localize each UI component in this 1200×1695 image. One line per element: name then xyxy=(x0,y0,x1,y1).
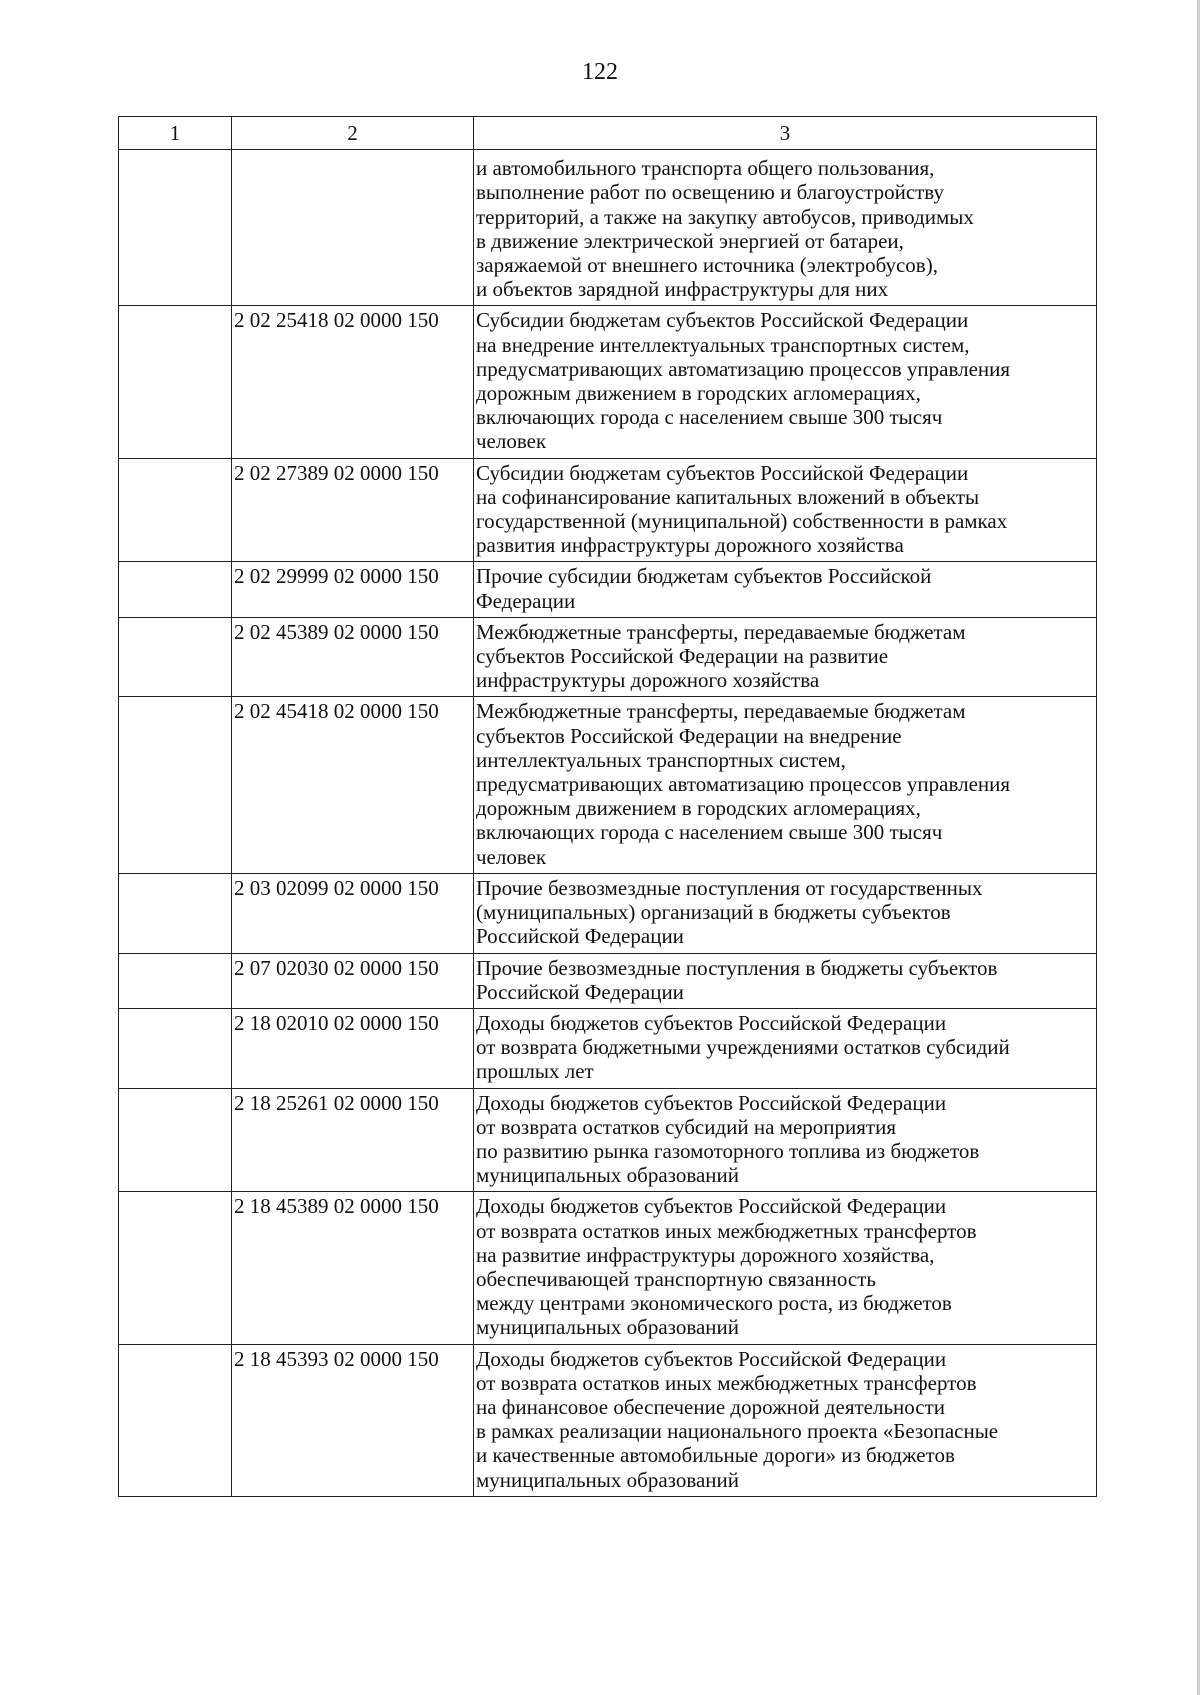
description-line: дорожным движением в городских агломерациях, xyxy=(476,796,921,821)
description-cell xyxy=(474,697,1097,873)
description-cell xyxy=(474,562,1097,617)
description-line: человек xyxy=(476,429,547,454)
budget-classification-table xyxy=(118,116,1097,1497)
description-line: предусматривающих автоматизацию процессов управления xyxy=(476,356,1011,381)
classification-code-cell: 2 18 45393 02 0000 150 xyxy=(232,1344,474,1496)
row-number-cell xyxy=(119,1008,232,1088)
table-row xyxy=(119,953,1097,1008)
row-number-cell xyxy=(119,306,232,458)
description-line: (муниципальных) организаций в бюджеты субъектов xyxy=(476,900,951,925)
description-line: и качественные автомобильные дороги» из бюджетов xyxy=(476,1443,955,1468)
description-line: Межбюджетные трансферты, передаваемые бюджетам xyxy=(476,619,966,644)
description-line: государственной (муниципальной) собственности в рамках xyxy=(476,509,1008,534)
table-row xyxy=(119,562,1097,617)
classification-code-cell: 2 18 45389 02 0000 150 xyxy=(232,1192,474,1344)
row-number-cell xyxy=(119,953,232,1008)
table-row xyxy=(119,617,1097,697)
row-number-cell xyxy=(119,1344,232,1496)
description-line: Межбюджетные трансферты, передаваемые бюджетам xyxy=(476,699,966,724)
description-line: обеспечивающей транспортную связанность xyxy=(476,1266,876,1291)
description-line: выполнение работ по освещению и благоустройству xyxy=(476,180,945,205)
description-line: муниципальных образований xyxy=(476,1163,739,1188)
classification-code-cell: 2 02 27389 02 0000 150 xyxy=(232,458,474,562)
description-line: Российской Федерации xyxy=(476,924,684,949)
classification-code-cell: 2 02 45389 02 0000 150 xyxy=(232,617,474,697)
description-line: Прочие безвозмездные поступления в бюджеты субъектов xyxy=(476,955,998,980)
table-row xyxy=(119,306,1097,458)
row-number-cell xyxy=(119,1088,232,1192)
description-line: развития инфраструктуры дорожного хозяйства xyxy=(476,533,904,558)
description-line: интеллектуальных транспортных систем, xyxy=(476,747,846,772)
description-cell xyxy=(474,306,1097,458)
description-line: на финансовое обеспечение дорожной деятельности xyxy=(476,1394,946,1419)
row-number-cell xyxy=(119,873,232,953)
classification-code-cell: 2 18 02010 02 0000 150 xyxy=(232,1008,474,1088)
classification-code-cell: 2 02 29999 02 0000 150 xyxy=(232,562,474,617)
description-line: человек xyxy=(476,844,547,869)
description-line: Доходы бюджетов субъектов Российской Федерации xyxy=(476,1194,947,1219)
table-row xyxy=(119,150,1097,306)
header-col-3: 3 xyxy=(474,117,1097,150)
description-line: Субсидии бюджетам субъектов Российской Федерации xyxy=(476,308,969,333)
table-row xyxy=(119,1192,1097,1344)
table-row xyxy=(119,1008,1097,1088)
description-line: территорий, а также на закупку автобусов, приводимых xyxy=(476,204,974,229)
description-cell xyxy=(474,873,1097,953)
description-line: по развитию рынка газомоторного топлива из бюджетов xyxy=(476,1138,980,1163)
description-line: на развитие инфраструктуры дорожного хозяйства, xyxy=(476,1242,935,1267)
classification-code-cell: 2 07 02030 02 0000 150 xyxy=(232,953,474,1008)
description-cell xyxy=(474,1088,1097,1192)
row-number-cell xyxy=(119,617,232,697)
row-number-cell xyxy=(119,562,232,617)
classification-code-cell: 2 02 25418 02 0000 150 xyxy=(232,306,474,458)
description-line: Федерации xyxy=(476,588,576,613)
description-line: на внедрение интеллектуальных транспортных систем, xyxy=(476,332,970,357)
description-line: от возврата бюджетными учреждениями остатков субсидий xyxy=(476,1035,1010,1060)
table-row xyxy=(119,1344,1097,1496)
description-line: на софинансирование капитальных вложений в объекты xyxy=(476,484,980,509)
description-line: субъектов Российской Федерации на развитие xyxy=(476,644,889,669)
table-row xyxy=(119,697,1097,873)
description-cell xyxy=(474,458,1097,562)
row-number-cell xyxy=(119,150,232,306)
description-line: включающих города с населением свыше 300 тысяч xyxy=(476,820,943,845)
header-row xyxy=(119,117,1097,150)
description-cell xyxy=(474,1008,1097,1088)
table-row xyxy=(119,458,1097,562)
description-line: Прочие безвозмездные поступления от государственных xyxy=(476,875,983,900)
description-line: Доходы бюджетов субъектов Российской Федерации xyxy=(476,1346,947,1371)
description-line: в рамках реализации национального проекта «Безопасные xyxy=(476,1419,999,1444)
description-line: предусматривающих автоматизацию процессов управления xyxy=(476,772,1011,797)
description-line: от возврата остатков иных межбюджетных трансфертов xyxy=(476,1370,977,1395)
classification-code-cell: 2 02 45418 02 0000 150 xyxy=(232,697,474,873)
description-line: Доходы бюджетов субъектов Российской Федерации xyxy=(476,1090,947,1115)
row-number-cell xyxy=(119,458,232,562)
description-line: заряжаемой от внешнего источника (электробусов), xyxy=(476,253,938,278)
description-line: в движение электрической энергией от батареи, xyxy=(476,228,904,253)
description-line: дорожным движением в городских агломерациях, xyxy=(476,381,921,406)
description-cell xyxy=(474,150,1097,306)
description-line: инфраструктуры дорожного хозяйства xyxy=(476,668,820,693)
description-line: от возврата остатков субсидий на мероприятия xyxy=(476,1114,896,1139)
description-cell xyxy=(474,617,1097,697)
description-line: Российской Федерации xyxy=(476,979,684,1004)
description-line: от возврата остатков иных межбюджетных трансфертов xyxy=(476,1218,977,1243)
table-row xyxy=(119,1088,1097,1192)
description-line: и объектов зарядной инфраструктуры для них xyxy=(476,277,889,302)
classification-code-cell xyxy=(232,150,474,306)
description-line: Доходы бюджетов субъектов Российской Федерации xyxy=(476,1010,947,1035)
description-line: субъектов Российской Федерации на внедрение xyxy=(476,723,902,748)
description-line: муниципальных образований xyxy=(476,1315,739,1340)
header-col-2: 2 xyxy=(232,117,474,150)
row-number-cell xyxy=(119,1192,232,1344)
table-row xyxy=(119,873,1097,953)
table-header xyxy=(119,117,1097,150)
description-line: и автомобильного транспорта общего пользования, xyxy=(476,156,935,181)
row-number-cell xyxy=(119,697,232,873)
description-line: Прочие субсидии бюджетам субъектов Российской xyxy=(476,564,932,589)
description-cell xyxy=(474,953,1097,1008)
description-cell xyxy=(474,1344,1097,1496)
header-col-1: 1 xyxy=(119,117,232,150)
page-number: 122 xyxy=(582,59,618,85)
description-line: включающих города с населением свыше 300 тысяч xyxy=(476,405,943,430)
description-line: между центрами экономического роста, из бюджетов xyxy=(476,1291,952,1316)
description-line: прошлых лет xyxy=(476,1059,594,1084)
classification-code-cell: 2 18 25261 02 0000 150 xyxy=(232,1088,474,1192)
description-line: Субсидии бюджетам субъектов Российской Федерации xyxy=(476,460,969,485)
table-body xyxy=(119,150,1097,1497)
description-cell xyxy=(474,1192,1097,1344)
classification-code-cell: 2 03 02099 02 0000 150 xyxy=(232,873,474,953)
description-line: муниципальных образований xyxy=(476,1467,739,1492)
